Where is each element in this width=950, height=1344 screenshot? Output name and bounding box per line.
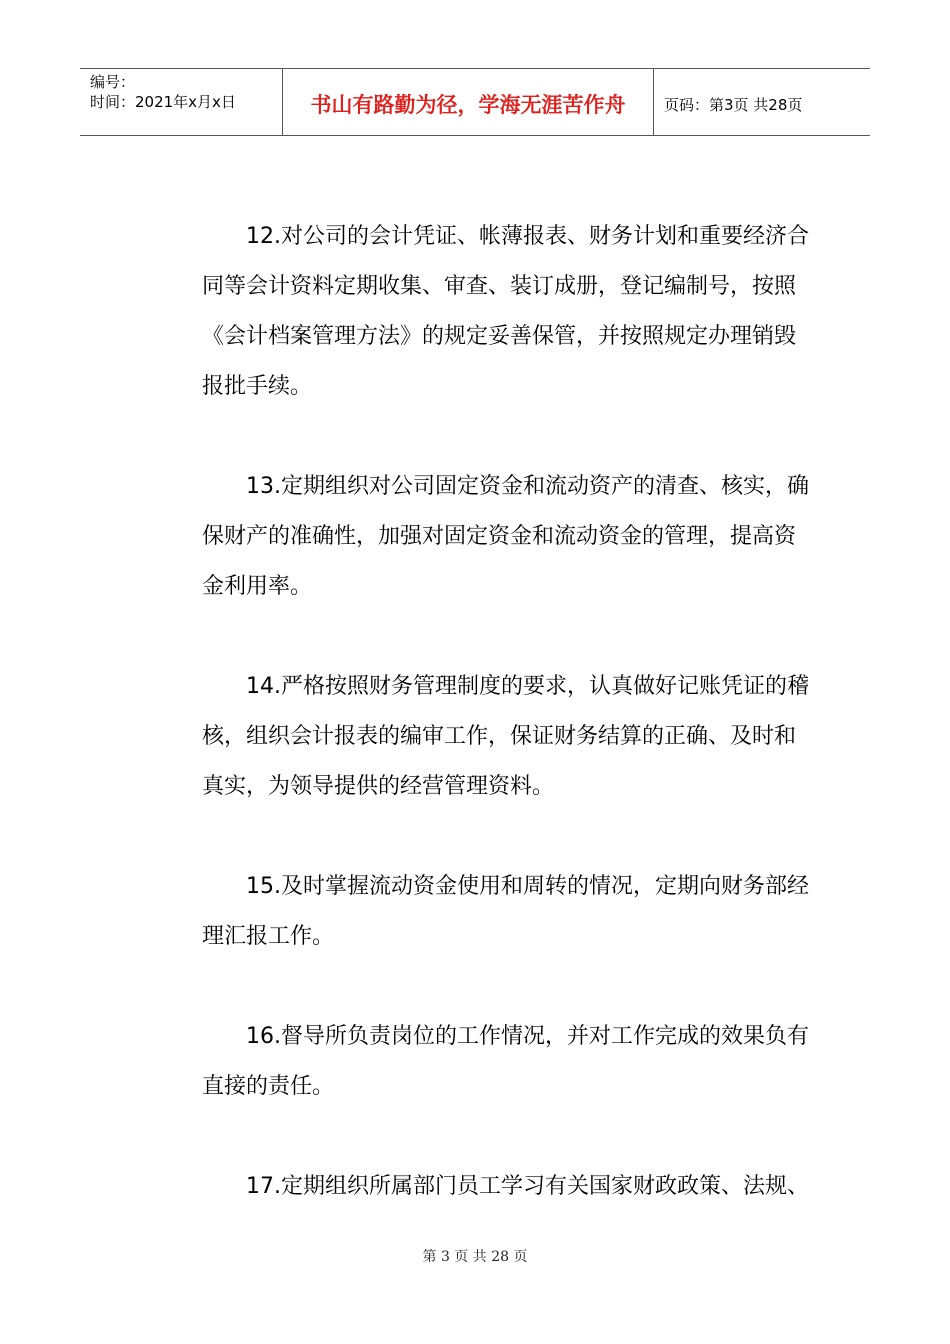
page-footer: 第 3 页 共 28 页 — [422, 1249, 528, 1265]
document-number-label: 编号： — [90, 73, 136, 91]
paragraph-item-17: 17.定期组织所属部门员工学习有关国家财政政策、法规、 — [246, 1174, 809, 1199]
paragraph-item-16: 16.督导所负责岗位的工作情况，并对工作完成的效果负有直接的责任。 — [202, 1024, 809, 1099]
document-date: 时间：2021年x月x日 — [90, 93, 236, 111]
page-header — [80, 68, 870, 136]
header-motto-cell — [282, 69, 654, 135]
paragraph-item-12: 12.对公司的会计凭证、帐薄报表、财务计划和重要经济合同等会计资料定期收集、审查、装订成册，登记编制号，按照《会计档案管理方法》的规定妥善保管，并按照规定办理销毁报批手续。 — [202, 224, 809, 399]
paragraph-item-14: 14.严格按照财务管理制度的要求，认真做好记账凭证的稽核，组织会计报表的编审工作，保证财务结算的正确、及时和真实，为领导提供的经营管理资料。 — [202, 674, 809, 799]
header-page-cell — [654, 69, 870, 135]
header-page-info: 页码：第3页 共28页 — [664, 95, 803, 114]
header-meta — [80, 69, 282, 135]
document-body — [202, 212, 812, 1212]
paragraph-item-15: 15.及时掌握流动资金使用和周转的情况，定期向财务部经理汇报工作。 — [202, 874, 809, 949]
header-motto: 书山有路勤为径，学海无涯苦作舟 — [310, 93, 626, 117]
paragraph-item-13: 13.定期组织对公司固定资金和流动资产的清查、核实，确保财产的准确性，加强对固定资金和流动资金的管理，提高资金利用率。 — [202, 474, 809, 599]
